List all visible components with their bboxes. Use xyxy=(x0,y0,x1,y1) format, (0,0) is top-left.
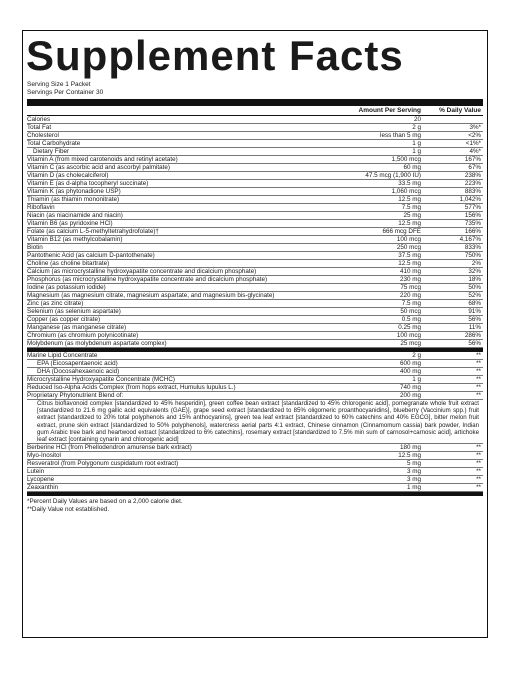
nutrient-name: Choline (as choline bitartrate) xyxy=(27,260,110,267)
nutrient-name: Manganese (as manganese citrate) xyxy=(27,324,127,331)
nutrient-name: Calcium (as microcrystalline hydroxyapatite concentrate and dicalcium phosphate) xyxy=(27,268,257,275)
nutrient-name: Marine Lipid Concentrate xyxy=(27,352,98,359)
nutrient-daily-value: 1,042% xyxy=(459,196,481,203)
amount-header: Amount Per Serving xyxy=(358,107,421,114)
nutrient-name: Resveratrol (from Polygonum cuspidatum root extract) xyxy=(27,460,179,468)
nutrient-name: Vitamin K (as phytonadione USP) xyxy=(27,188,121,195)
nutrient-row xyxy=(27,444,483,452)
nutrient-amount: 0.5 mg xyxy=(401,316,421,323)
nutrient-name: Magnesium (as magnesium citrate, magnesium aspartate, and magnesium bis-glycinate) xyxy=(27,292,275,299)
nutrient-daily-value: 32% xyxy=(468,268,481,275)
nutrient-daily-value: 67% xyxy=(468,164,481,171)
nutrient-amount: 12.5 mg xyxy=(398,452,421,460)
nutrient-row xyxy=(27,476,483,484)
nutrient-name: Thiamin (as thiamin mononitrate) xyxy=(27,196,120,203)
nutrient-name: Molybdenum (as molybdenum aspartate complex) xyxy=(27,340,167,347)
nutrient-daily-value: 166% xyxy=(464,228,481,235)
nutrient-row xyxy=(27,308,483,316)
nutrient-daily-value: ** xyxy=(476,444,481,452)
nutrient-amount: 7.5 mg xyxy=(401,204,421,211)
nutrient-amount: 2 g xyxy=(412,124,421,131)
nutrient-amount: 2 g xyxy=(412,352,421,359)
nutrient-daily-value: 156% xyxy=(464,212,481,219)
nutrient-row xyxy=(27,300,483,308)
nutrient-daily-value: 56% xyxy=(468,316,481,323)
nutrient-name: Vitamin A (from mixed carotenoids and retinyl acetate) xyxy=(27,156,178,163)
nutrient-daily-value: 56% xyxy=(468,340,481,347)
nutrient-amount: 740 mg xyxy=(399,384,421,391)
nutrient-row xyxy=(27,316,483,324)
nutrient-daily-value: 50% xyxy=(468,284,481,291)
nutrient-amount: 37.5 mg xyxy=(398,252,421,259)
nutrient-amount: 1 g xyxy=(412,148,421,155)
nutrient-amount: 33.5 mg xyxy=(398,180,421,187)
nutrient-daily-value: <2% xyxy=(468,132,481,139)
nutrient-row xyxy=(27,148,483,156)
nutrient-amount: 100 mcg xyxy=(396,332,421,339)
nutrient-amount: 25 mg xyxy=(403,212,421,219)
nutrient-amount: 12.5 mg xyxy=(398,196,421,203)
nutrient-amount: 60 mg xyxy=(403,164,421,171)
nutrient-amount: 400 mg xyxy=(399,368,421,375)
nutrient-amount: 1 mg xyxy=(407,484,421,492)
nutrient-row xyxy=(27,196,483,204)
nutrient-name: Reduced Iso-Alpha Acids Complex (from hops extract, Humulus lupulus L.) xyxy=(27,384,236,391)
nutrient-daily-value: ** xyxy=(476,368,481,375)
nutrient-name: Myo-Inositol xyxy=(27,452,61,460)
nutrient-amount: 250 mcg xyxy=(396,244,421,251)
nutrient-row xyxy=(27,392,483,400)
nutrient-name: Vitamin B12 (as methylcobalamin) xyxy=(27,236,123,243)
nutrient-row xyxy=(27,376,483,384)
nutrient-row xyxy=(27,132,483,140)
footnote-dv-not-established: **Daily Value not established. xyxy=(27,506,110,514)
nutrient-amount: 1,500 mcg xyxy=(391,156,421,163)
nutrient-row xyxy=(27,468,483,476)
supplement-facts-panel xyxy=(22,30,488,638)
nutrient-row xyxy=(27,360,483,368)
nutrient-row xyxy=(27,368,483,376)
nutrient-amount: 3 mg xyxy=(407,476,421,484)
nutrient-daily-value: ** xyxy=(476,352,481,359)
nutrient-name: Lycopene xyxy=(27,476,55,484)
blend-description: Citrus bioflavonoid complex [standardized to 45% hesperidin], green coffee bean extract [standardized to 45% chlorogenic acid], pomegranate whole fruit extract [standardized to 21.6 mg gallic acid equivalents (GAE)], grape seed extract [standardized to 85% oligomeric proanthocyanidins], blueberry (Vaccinium spp.) fruit extract [standardized to 20% total polyphenols and 15% anthocyanins], green tea leaf extract [standardized to 60% catechins and 40% EGCG], bitter melon fruit extract, prune skin extract [standardized to 50% polyphenols], watercress aerial parts 4:1 extract, Chinese cinnamon (Cinnamomum cassia) bark powder, Indian gum Arabic tree bark and heartwood extract [standardized to 6% catechins], rosemary extract [standardized to 7.5% min sum of carnosol+carnosic acid], artichoke leaf extract [containing cynarin and chlorogenic acid] xyxy=(27,400,483,444)
nutrient-daily-value: <1%* xyxy=(465,140,481,147)
nutrient-amount: 1 g xyxy=(412,140,421,147)
nutrient-daily-value: 52% xyxy=(468,292,481,299)
nutrient-daily-value: 2% xyxy=(471,260,481,267)
nutrient-amount: 100 mcg xyxy=(396,236,421,243)
nutrient-daily-value: 91% xyxy=(468,308,481,315)
nutrient-amount: 220 mg xyxy=(399,292,421,299)
nutrient-amount: 47.5 mcg (1,900 IU) xyxy=(365,172,421,179)
nutrient-name: Chromium (as chromium polynicotinate) xyxy=(27,332,139,339)
servings-per-container: Servings Per Container 30 xyxy=(27,89,104,96)
nutrient-daily-value: ** xyxy=(476,484,481,492)
nutrient-list xyxy=(27,116,483,348)
nutrient-name: Niacin (as niacinamide and niacin) xyxy=(27,212,123,219)
nutrient-row xyxy=(27,252,483,260)
nutrient-name: Lutein xyxy=(27,468,45,476)
nutrient-name: Copper (as copper citrate) xyxy=(27,316,101,323)
nutrient-name: DHA (Docosahexaenoic acid) xyxy=(37,368,120,375)
nutrient-amount: 12.5 mg xyxy=(398,220,421,227)
nutrient-amount: 1,060 mcg xyxy=(391,188,421,195)
nutrient-daily-value: 883% xyxy=(464,188,481,195)
nutrient-row xyxy=(27,292,483,300)
nutrient-daily-value: 223% xyxy=(464,180,481,187)
nutrient-row xyxy=(27,220,483,228)
nutrient-name: Vitamin C (as ascorbic acid and ascorbyl palmitate) xyxy=(27,164,171,171)
nutrient-row xyxy=(27,284,483,292)
nutrient-row xyxy=(27,260,483,268)
nutrient-row xyxy=(27,236,483,244)
nutrient-amount: 12.5 mg xyxy=(398,260,421,267)
nutrient-daily-value: ** xyxy=(476,360,481,367)
nutrient-daily-value: ** xyxy=(476,460,481,468)
thick-divider xyxy=(27,99,483,106)
nutrient-row xyxy=(27,124,483,132)
nutrient-name: Total Carbohydrate xyxy=(27,140,81,147)
nutrient-daily-value: 577% xyxy=(464,204,481,211)
nutrient-daily-value: 3%* xyxy=(469,124,481,131)
nutrient-name: Zinc (as zinc citrate) xyxy=(27,300,84,307)
nutrient-amount: less than 5 mg xyxy=(380,132,421,139)
nutrient-row xyxy=(27,180,483,188)
nutrient-name: Riboflavin xyxy=(27,204,55,211)
nutrient-row xyxy=(27,188,483,196)
nutrient-daily-value: 4,167% xyxy=(459,236,481,243)
nutrient-row xyxy=(27,384,483,392)
nutrient-row xyxy=(27,228,483,236)
nutrient-amount: 230 mg xyxy=(399,276,421,283)
nutrient-row xyxy=(27,324,483,332)
nutrient-row xyxy=(27,268,483,276)
nutrient-daily-value: 833% xyxy=(464,244,481,251)
nutrient-amount: 75 mcg xyxy=(400,284,421,291)
bottom-divider xyxy=(27,492,483,496)
nutrient-amount: 50 mcg xyxy=(400,308,421,315)
nutrient-name: Berberine HCl (from Phellodendron amurense bark extract) xyxy=(27,444,192,452)
nutrient-daily-value: 238% xyxy=(464,172,481,179)
nutrient-amount: 5 mg xyxy=(407,460,421,468)
nutrient-row xyxy=(27,116,483,124)
nutrient-daily-value: 286% xyxy=(464,332,481,339)
nutrient-name: EPA (Eicosapentaenoic acid) xyxy=(37,360,118,367)
nutrient-name: Proprietary Phytonutrient Blend of: xyxy=(27,392,124,399)
nutrient-name: Cholesterol xyxy=(27,132,59,139)
nutrient-row xyxy=(27,352,483,360)
nutrient-name: Folate (as calcium L-5-methyltetrahydrofolate)† xyxy=(27,228,159,235)
nutrient-amount: 410 mg xyxy=(399,268,421,275)
nutrient-amount: 20 xyxy=(413,116,421,123)
nutrient-row xyxy=(27,460,483,468)
footnote-dv-basis: *Percent Daily Values are based on a 2,000 calorie diet. xyxy=(27,498,183,506)
nutrient-name: Pantothenic Acid (as calcium D-pantothenate) xyxy=(27,252,155,259)
other-ingredients-bottom xyxy=(27,444,483,492)
nutrient-row xyxy=(27,276,483,284)
nutrient-daily-value: ** xyxy=(476,476,481,484)
nutrient-row xyxy=(27,172,483,180)
nutrient-name: Vitamin B6 (as pyridoxine HCl) xyxy=(27,220,113,227)
panel-title: Supplement Facts xyxy=(26,32,404,79)
nutrient-row xyxy=(27,452,483,460)
nutrient-row xyxy=(27,244,483,252)
nutrient-daily-value: ** xyxy=(476,376,481,383)
nutrient-name: Vitamin D (as cholecalciferol) xyxy=(27,172,109,179)
nutrient-row xyxy=(27,140,483,148)
nutrient-daily-value: 18% xyxy=(468,276,481,283)
dv-header: % Daily Value xyxy=(439,107,481,114)
other-ingredients-top xyxy=(27,352,483,400)
nutrient-amount: 25 mcg xyxy=(400,340,421,347)
nutrient-amount: 7.5 mg xyxy=(401,300,421,307)
nutrient-name: Zeaxanthin xyxy=(27,484,59,492)
nutrient-daily-value: 750% xyxy=(464,252,481,259)
nutrient-amount: 0.25 mg xyxy=(398,324,421,331)
nutrient-row xyxy=(27,164,483,172)
nutrient-row xyxy=(27,156,483,164)
nutrient-amount: 666 mcg DFE xyxy=(382,228,421,235)
nutrient-row xyxy=(27,484,483,492)
nutrient-name: Biotin xyxy=(27,244,43,251)
nutrient-name: Phosphorus (as microcrystalline hydroxyapatite concentrate and dicalcium phosphate) xyxy=(27,276,268,283)
nutrient-name: Calories xyxy=(27,116,51,123)
nutrient-row xyxy=(27,212,483,220)
column-header xyxy=(27,106,483,116)
nutrient-row xyxy=(27,332,483,340)
nutrient-name: Vitamin E (as d-alpha tocopheryl succinate) xyxy=(27,180,149,187)
nutrient-daily-value: 4%* xyxy=(469,148,481,155)
nutrient-amount: 600 mg xyxy=(399,360,421,367)
nutrient-daily-value: 167% xyxy=(464,156,481,163)
nutrient-row xyxy=(27,204,483,212)
nutrient-daily-value: 735% xyxy=(464,220,481,227)
nutrient-amount: 200 mg xyxy=(399,392,421,399)
nutrient-daily-value: ** xyxy=(476,384,481,391)
nutrient-name: Total Fat xyxy=(27,124,52,131)
nutrient-name: Microcrystalline Hydroxyapatite Concentrate (MCHC) xyxy=(27,376,176,383)
nutrient-daily-value: ** xyxy=(476,452,481,460)
nutrient-amount: 3 mg xyxy=(407,468,421,476)
nutrient-daily-value: 68% xyxy=(468,300,481,307)
nutrient-daily-value xyxy=(427,116,483,123)
nutrient-daily-value: 11% xyxy=(468,324,481,331)
nutrient-amount: 1 g xyxy=(412,376,421,383)
nutrient-name: Selenium (as selenium aspartate) xyxy=(27,308,121,315)
nutrient-amount: 180 mg xyxy=(399,444,421,452)
nutrient-daily-value: ** xyxy=(476,392,481,399)
nutrient-daily-value: ** xyxy=(476,468,481,476)
nutrient-row xyxy=(27,340,483,348)
nutrient-name: Dietary Fiber xyxy=(33,148,70,155)
serving-size: Serving Size 1 Packet xyxy=(27,81,91,88)
nutrient-name: Iodine (as potassium iodide) xyxy=(27,284,106,291)
